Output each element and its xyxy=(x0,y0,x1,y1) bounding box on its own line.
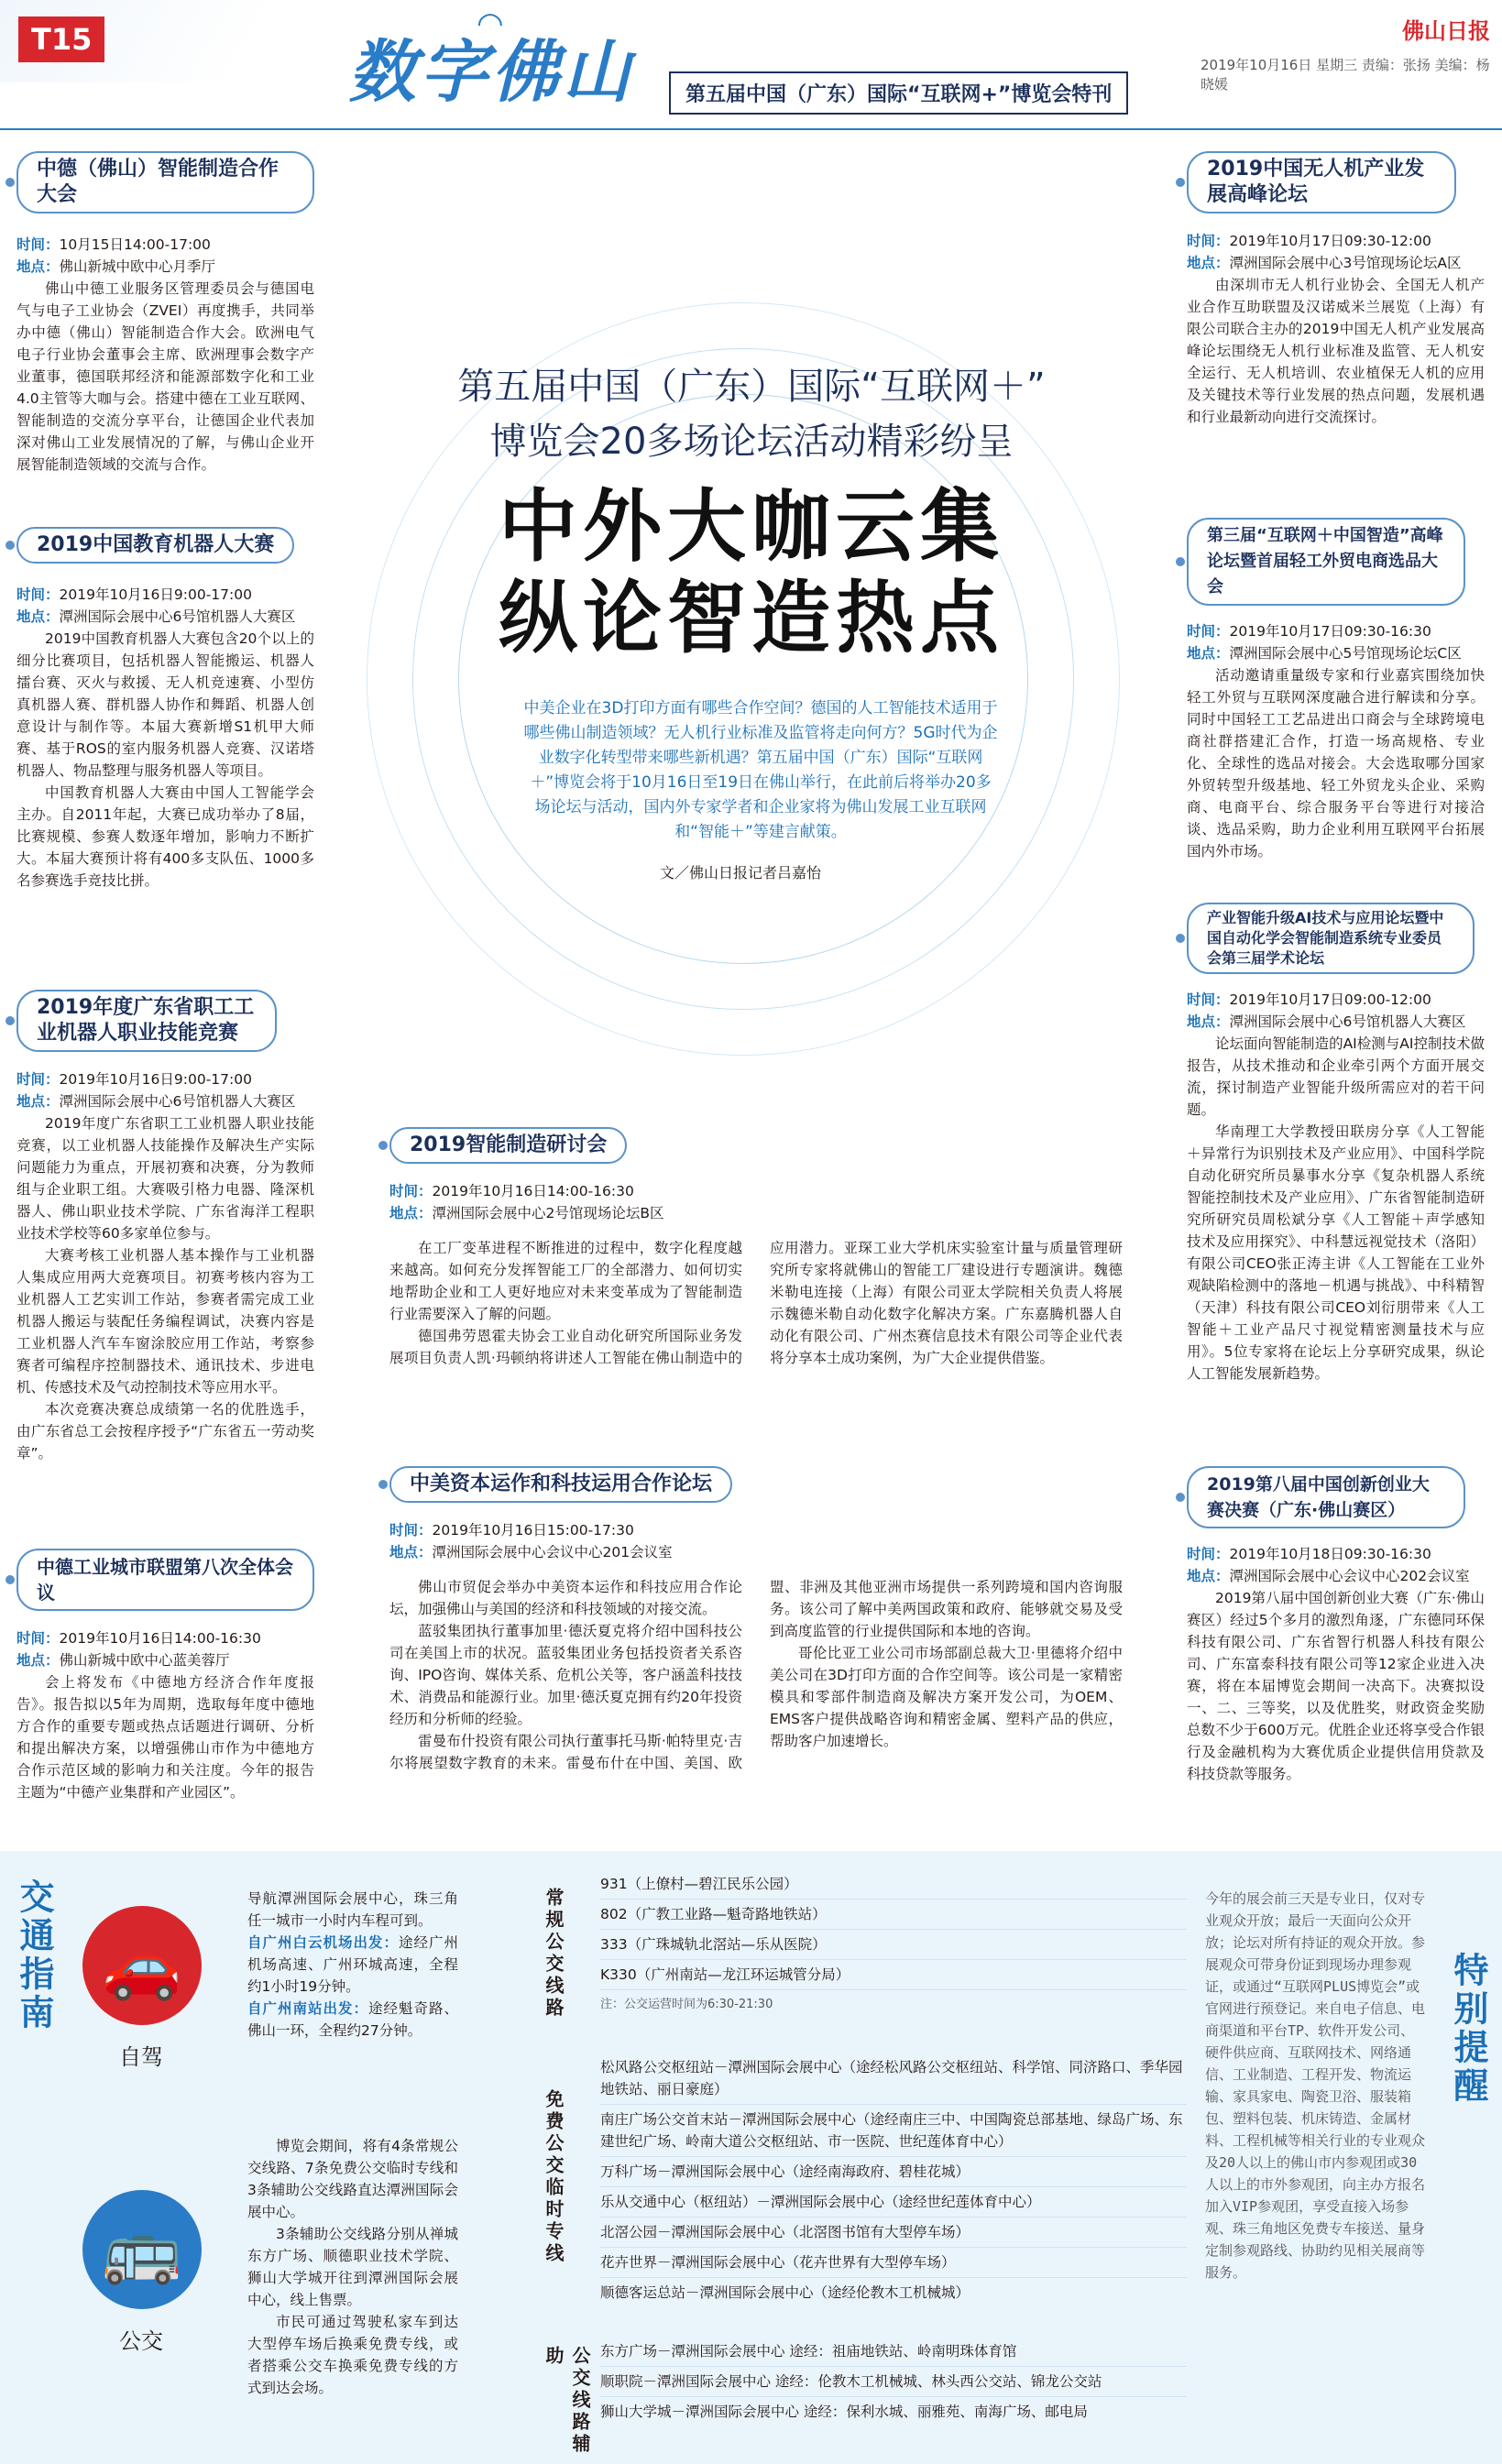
forum-time: 10月15日14:00-17:00 xyxy=(59,236,211,253)
place-label: 地点： xyxy=(1187,1013,1230,1030)
drive-intro: 导航潭洲国际会展中心，珠三角任一城市一小时内车程可到。 xyxy=(247,1890,458,1929)
forum-time: 2019年10月17日09:30-12:00 xyxy=(1229,233,1431,249)
section-logo: 数字佛山 xyxy=(348,33,634,112)
drive-label: 自驾 xyxy=(119,2044,163,2070)
forum-block xyxy=(1187,1466,1485,1785)
forum-place: 潭洲国际会展中心6号馆机器人大赛区 xyxy=(1229,1013,1466,1030)
bus-text-2: 3条辅助公交线路分别从禅城东方广场、顺德职业技术学院、狮山大学城开往到潭洲国际会展中心，线上售票。 xyxy=(247,2226,458,2308)
time-label: 时间： xyxy=(1187,623,1230,640)
airport-label: 自广州白云机场出发： xyxy=(247,1934,399,1951)
south-label: 自广州南站出发： xyxy=(247,2000,368,2017)
forum-block xyxy=(1187,518,1485,862)
forum-block xyxy=(1187,151,1485,428)
car-icon: 🚗 xyxy=(82,1906,202,2025)
forum-body: 中国教育机器人大赛由中国人工智能学会主办。自2011年起，大赛已成功举办了8届，比赛规模、参赛人数逐年增加，影响力不断扩大。本届大赛预计将有400多支队伍、1000多名参赛选手竞技比拼。 xyxy=(16,784,314,889)
headline-2: 纵论智造热点 xyxy=(499,573,1004,664)
forum-body: 论坛面向智能制造的AI检测与AI控制技术做报告，从技术推动和企业牵引两个方面开展交流，探讨制造产业智能升级所需应对的若干问题。 xyxy=(1187,1035,1485,1118)
forum-body: 2019第八届中国创新创业大赛（广东·佛山赛区）经过5个多月的激烈角逐，广东德同环保科技有限公司、广东省智行机器人科技有限公司、广东富泰科技有限公司等12家企业进入决赛，将在本届博览会期间一决高下。决赛拟设一、二、三等奖，以及优胜奖，财政资金奖励总数不少于600万元。优胜企业还将享受合作银行及金融机构为大赛优质企业提供信用贷款及科技贷款等服务。 xyxy=(1187,1590,1485,1782)
place-label: 地点： xyxy=(1187,1568,1230,1584)
forum-place: 潭洲国际会展中心3号馆现场论坛A区 xyxy=(1229,255,1462,271)
forum-time: 2019年10月16日9:00-17:00 xyxy=(59,1071,252,1088)
place-label: 地点： xyxy=(1187,255,1230,271)
forum-block xyxy=(1187,903,1485,1385)
forum-time: 2019年10月16日15:00-17:30 xyxy=(432,1522,634,1539)
forum-time: 2019年10月16日9:00-17:00 xyxy=(59,586,252,603)
time-label: 时间： xyxy=(16,1630,60,1647)
forum-title: 中德（佛山）智能制造合作大会 xyxy=(16,151,314,214)
route-item: 802（广教工业路—魁奇路地铁站） xyxy=(600,1900,1187,1930)
route-item: 松风路公交枢纽站－潭洲国际会展中心（途经松风路公交枢纽站、科学馆、同济路口、季华园地铁站、丽日豪庭） xyxy=(600,2053,1187,2105)
forum-block xyxy=(389,1127,1123,1369)
bus-icon: 🚌 xyxy=(82,2190,202,2309)
bus-label: 公交 xyxy=(119,2328,163,2354)
forum-block xyxy=(16,151,314,476)
forum-place: 潭洲国际会展中心6号馆机器人大赛区 xyxy=(59,608,296,625)
route-item: 931（上僚村—碧江民乐公园） xyxy=(600,1869,1187,1900)
route-item: 顺职院－潭洲国际会展中心 途经：伦教木工机械城、林头西公交站、锦龙公交站 xyxy=(600,2367,1187,2397)
paper-logo: 佛山日报 xyxy=(1402,17,1490,44)
forum-body: 雷曼布什投资有限公司执行董事托马斯·帕特里克·吉尔将展望数字教育的未来。雷曼布什在中国、美国、欧盟、非洲及其他亚洲市场提供一系列跨境和国内咨询服务。该公司了解中美两国政策和政府、能够就交易及受到高度监管的行业提供国际和本地的咨询。 xyxy=(389,1579,1123,1771)
time-label: 时间： xyxy=(16,586,60,603)
forum-title: 中美资本运作和科技运用合作论坛 xyxy=(389,1466,732,1503)
forum-body: 佛山中德工业服务区管理委员会与德国电气与电子工业协会（ZVEI）再度携手，共同举办中德（佛山）智能制造合作大会。欧洲电气电子行业协会董事会主席、欧洲理事会数字产业董事，德国联邦经济和能源部数字化和工业4.0主管等大咖与会。搭建中德在工业互联网、智能制造的交流分享平台，让德国企业代表加深对佛山工业发展情况的了解，与佛山企业开展智能制造领域的交流与合作。 xyxy=(16,280,314,473)
route-item: 万科广场－潭洲国际会展中心（途经南海政府、碧桂花城） xyxy=(600,2157,1187,2187)
free-routes xyxy=(600,2053,1187,2307)
forum-title: 2019中国教育机器人大赛 xyxy=(16,527,294,564)
place-label: 地点： xyxy=(1187,645,1230,662)
forum-time: 2019年10月17日09:00-12:00 xyxy=(1229,991,1431,1008)
time-label: 时间： xyxy=(16,1071,60,1088)
forum-body: 2019中国教育机器人大赛包含20个以上的细分比赛项目，包括机器人智能搬运、机器人擂台赛、灭火与救援、无人机竞速赛、小型仿真机器人赛、群机器人协作和舞蹈、机器人创意设计与制作等。本届大赛新增S1机甲大师赛、基于ROS的室内服务机器人竞赛、汉诺塔机器人、物品整理与服务机器人等项目。 xyxy=(16,630,314,779)
forum-body: 佛山市贸促会举办中美资本运作和科技应用合作论坛，加强佛山与美国的经济和科技领域的对接交流。 xyxy=(389,1579,742,1617)
route-note: 注：公交运营时间为6:30-21:30 xyxy=(600,1998,773,2011)
forum-body: 大赛考核工业机器人基本操作与工业机器人集成应用两大竞赛项目。初赛考核内容为工业机器人工艺实训工作站，参赛者需完成工业机器人搬运与装配任务编程调试，决赛内容是工业机器人汽车车窗涂胶应用工作站，考察参赛者可编程序控制器技术、通讯技术、步进电机、传感技术及气动控制技术等应用水平。 xyxy=(16,1247,314,1396)
forum-place: 佛山新城中欧中心蓝美蓉厅 xyxy=(59,1652,230,1669)
forum-body: 会上将发布《中德地方经济合作年度报告》。报告拟以5年为周期，选取每年度中德地方合作的重要专题或热点话题进行调研、分析和提出解决方案，以增强佛山市作为中德地方合作示范区域的影响力和关注度。今年的报告主题为“中德产业集群和产业园区”。 xyxy=(16,1674,314,1801)
place-label: 地点： xyxy=(16,608,60,625)
forum-body: 活动邀请重量级专家和行业嘉宾围绕加快轻工外贸与互联网深度融合进行解读和分享。同时中国轻工工艺品进出口商会与全球跨境电商社群搭建汇合作，打造一场高规格、专业化、全球性的选品对接会。大会选取哪分国家外贸转型升级基地、轻工外贸龙头企业、采购商、电商平台、综合服务平台等进行对接洽谈、选品采购，助力企业利用互联网平台拓展国内外市场。 xyxy=(1187,667,1485,860)
forum-body: 由深圳市无人机行业协会、全国无人机产业合作互助联盟及汉诺威米兰展览（上海）有限公司联合主办的2019中国无人机产业发展高峰论坛围绕无人机行业标准及监管、无人机安全运行、无人机培训、农业植保无人机的应用及关键技术等行业发展的热点问题，发展机遇和行业最新动向进行交流探讨。 xyxy=(1187,277,1485,425)
transport-title: 交通指南 xyxy=(14,1878,54,2032)
regular-routes xyxy=(600,1869,1187,2020)
special-banner: 第五届中国（广东）国际“互联网+”博览会特刊 xyxy=(669,71,1128,115)
forum-time: 2019年10月16日14:00-16:30 xyxy=(59,1630,261,1647)
notice-text: 今年的展会前三天是专业日，仅对专业观众开放；最后一天面向公众开放；论坛对所有持证的观众开放。参展观众可带身份证到现场办理参观证，或通过“互联网PLUS博览会”或官网进行预登记。来自电子信息、电商渠道和平台TP、软件开发公司、硬件供应商、互联网技术、网络通信、工业制造、工程开发、物流运输、家具家电、陶瓷卫浴、服装箱包、塑料包装、机床铸造、金属材料、工程机械等相关行业的专业观众及20人以上的佛山市内参观团或30人以上的市外参观团，向主办方报名加入VIP参观团，享受直接入场参观、珠三角地区免费专车接送、量身定制参观路线、协助约见相关展商等服务。 xyxy=(1205,1890,1426,2281)
forum-time: 2019年10月17日09:30-16:30 xyxy=(1229,623,1431,640)
route-item: 狮山大学城－潭洲国际会展中心 途经：保利水城、丽雅苑、南海广场、邮电局 xyxy=(600,2404,1088,2420)
forum-title: 2019智能制造研讨会 xyxy=(389,1127,627,1164)
time-label: 时间： xyxy=(16,236,60,253)
lead-paragraph: 中美企业在3D打印方面有哪些合作空间？德国的人工智能技术适用于哪些佛山制造领域？无人机行业标准及监管将走向何方？5G时代为企业数字化转型带来哪些新机遇？第五届中国（广东）国际“互联网＋”博览会将于10月16日至19日在佛山举行，在此前后将举办20多场论坛与活动，国内外专家学者和企业家将为佛山发展工业互联网和“智能＋”等建言献策。 xyxy=(523,699,998,841)
page-number: T15 xyxy=(18,16,104,62)
headline-1: 中外大咖云集 xyxy=(499,481,1004,573)
forum-title: 2019第八届中国创新创业大赛决赛（广东·佛山赛区） xyxy=(1187,1466,1465,1528)
dateline: 2019年10月16日 星期三 责编：张扬 美编：杨晓媛 xyxy=(1201,57,1490,93)
forum-block xyxy=(389,1466,1123,1774)
forum-place: 潭洲国际会展中心会议中心201会议室 xyxy=(432,1544,673,1561)
forum-time: 2019年10月18日09:30-16:30 xyxy=(1229,1546,1431,1562)
forum-block xyxy=(16,1549,314,1803)
wifi-icon: ◠ xyxy=(477,5,504,42)
transport-section xyxy=(0,1851,1502,2464)
forum-title: 2019年度广东省职工工业机器人职业技能竞赛 xyxy=(16,990,277,1052)
forum-body: 德国弗劳恩霍夫协会工业自动化研究所国际业务发展项目负责人凯·玛顿纳将讲述人工智能在佛山制造中的应用潜力。亚琛工业大学机床实验室计量与质量管理研究所专家将就佛山的智能工厂建设进行专题演讲。魏德米勒电连接（上海）有限公司亚太学院相关负责人将展示魏德米勒自动化数字化解决方案。广东嘉腾机器人自动化有限公司、广州杰赛信息技术有限公司等企业代表将分享本土成功案例，为广大企业提供借鉴。 xyxy=(389,1240,1123,1366)
forum-body: 在工厂变革进程不断推进的过程中，数字化程度越来越高。如何充分发挥智能工厂的全部潜力、如何切实地帮助企业和工人更好地应对未来变革成为了智能制造行业需要深入了解的问题。 xyxy=(389,1240,742,1322)
place-label: 地点： xyxy=(16,1093,60,1110)
route-item: 333（广珠城轨北滘站—乐从医院） xyxy=(600,1930,1187,1960)
forum-title: 2019中国无人机产业发展高峰论坛 xyxy=(1187,151,1456,214)
forum-place: 潭洲国际会展中心2号馆现场论坛B区 xyxy=(432,1205,664,1221)
forum-time: 2019年10月16日14:00-16:30 xyxy=(432,1183,634,1199)
forum-title: 产业智能升级AI技术与应用论坛暨中国自动化学会智能制造系统专业委员会第三届学术论坛 xyxy=(1187,903,1475,974)
time-label: 时间： xyxy=(389,1183,433,1199)
regular-label: 常规公交线路 xyxy=(543,1888,565,2020)
forum-body: 华南理工大学教授田联房分享《人工智能＋异常行为识别技术及产业应用》、中国科学院自动化研究所员暴事水分享《复杂机器人系统智能控制技术及产业应用》、广东省智能制造研究所研究员周松斌分享《人工智能＋声学感知技术及应用探究》、中科慧远视觉技术（洛阳）有限公司CEO张正涛主讲《人工智能在工业外观缺陷检测中的落地－机遇与挑战》、中科精智（天津）科技有限公司CEO刘衍朋带来《人工智能＋工业产品尺寸视觉精密测量技术与应用》。5位专家将在论坛上分享研究成果，纵论人工智能发展新趋势。 xyxy=(1187,1123,1485,1382)
forum-place: 佛山新城中欧中心月季厅 xyxy=(59,258,216,275)
place-label: 地点： xyxy=(16,258,60,275)
place-label: 地点： xyxy=(389,1205,433,1221)
time-label: 时间： xyxy=(1187,991,1230,1008)
drive-text xyxy=(247,1888,458,2042)
forum-title: 第三届“互联网＋中国智造”高峰论坛暨首届轻工外贸电商选品大会 xyxy=(1187,518,1465,606)
route-item: 东方广场－潭洲国际会展中心 途经：祖庙地铁站、岭南明珠体育馆 xyxy=(600,2337,1187,2367)
route-item: 南庄广场公交首末站－潭洲国际会展中心（途经南庄三中、中国陶瓷总部基地、绿岛广场、东建世纪广场、岭南大道公交枢纽站、市一医院、世纪莲体育中心） xyxy=(600,2105,1187,2157)
notice-title: 特别提醒 xyxy=(1448,1952,1488,2106)
subheadline-1: 第五届中国（广东）国际“互联网＋” xyxy=(457,366,1046,408)
forum-body: 蓝驳集团执行董事加里·德沃夏克将介绍中国科技公司在美国上市的状况。蓝驳集团业务包括投资者关系咨询、IPO咨询、媒体关系、危机公关等，客户涵盖科技技术、消费品和能源行业。加里·德沃夏克拥有约20年投资经历和分析师的经验。 xyxy=(389,1623,742,1727)
forum-place: 潭洲国际会展中心5号馆现场论坛C区 xyxy=(1229,645,1462,662)
bus-text-3: 市民可通过驾驶私家车到达大型停车场后换乘免费专线，或者搭乘公交车换乘免费专线的方式到达会场。 xyxy=(247,2314,458,2396)
time-label: 时间： xyxy=(1187,1546,1230,1562)
time-label: 时间： xyxy=(389,1522,433,1539)
free-label: 免费公交临时专线 xyxy=(543,2089,565,2265)
forum-place: 潭洲国际会展中心会议中心202会议室 xyxy=(1229,1568,1470,1584)
byline: 文／佛山日报记者吕嘉怡 xyxy=(660,864,822,882)
route-item: 乐从交通中心（枢纽站）－潭洲国际会展中心（途经世纪莲体育中心） xyxy=(600,2187,1187,2218)
place-label: 地点： xyxy=(16,1652,60,1669)
place-label: 地点： xyxy=(389,1544,433,1561)
subheadline-2: 博览会20多场论坛活动精彩纷呈 xyxy=(489,421,1014,463)
bus-text-1: 博览会期间，将有4条常规公交线路、7条免费公交临时专线和3条辅助公交线路直达潭洲国际会展中心。 xyxy=(247,2138,458,2220)
forum-body: 本次竞赛决赛总成绩第一名的优胜选手，由广东省总工会按程序授予“广东省五一劳动奖章”。 xyxy=(16,1401,314,1462)
forum-block xyxy=(16,527,314,892)
airport-text: 途经广州机场高速、广州环城高速，全程约1小时19分钟。 xyxy=(247,1934,458,1995)
route-item: 花卉世界－潭洲国际会展中心（花卉世界有大型停车场） xyxy=(600,2248,1187,2278)
route-item: 北滘公园－潭洲国际会展中心（北滘图书馆有大型停车场） xyxy=(600,2218,1187,2248)
forum-body: 2019年度广东省职工工业机器人职业技能竞赛，以工业机器人技能操作及解决生产实际问题能力为重点，开展初赛和决赛，分为教师组与企业职工组。大赛吸引格力电器、隆深机器人、佛山职业技术学院、广东省海洋工程职业技术学校等60多家单位参与。 xyxy=(16,1115,314,1242)
bus-text xyxy=(247,2135,458,2399)
route-item: K330（广州南站—龙江环运城管分局） xyxy=(600,1960,1187,1990)
forum-body: 哥伦比亚工业公司市场部副总裁大卫·里德将介绍中美公司在3D打印方面的合作空间等。该公司是一家精密模具和零部件制造商及解决方案开发公司，为OEM、EMS客户提供战略咨询和精密金属、塑料产品的供应，帮助客户加速增长。 xyxy=(770,1645,1123,1749)
route-item: 顺德客运总站－潭洲国际会展中心（途经伦教木工机械城） xyxy=(600,2284,970,2301)
forum-place: 潭洲国际会展中心6号馆机器人大赛区 xyxy=(59,1093,296,1110)
header-rule xyxy=(0,128,1502,130)
aux-routes xyxy=(600,2337,1187,2426)
time-label: 时间： xyxy=(1187,233,1230,249)
forum-block xyxy=(16,990,314,1464)
south-text: 途经魁奇路、佛山一环，全程约27分钟。 xyxy=(247,2000,458,2039)
forum-title: 中德工业城市联盟第八次全体会议 xyxy=(16,1549,314,1611)
aux-label: 公交线路辅助 xyxy=(543,2346,591,2456)
